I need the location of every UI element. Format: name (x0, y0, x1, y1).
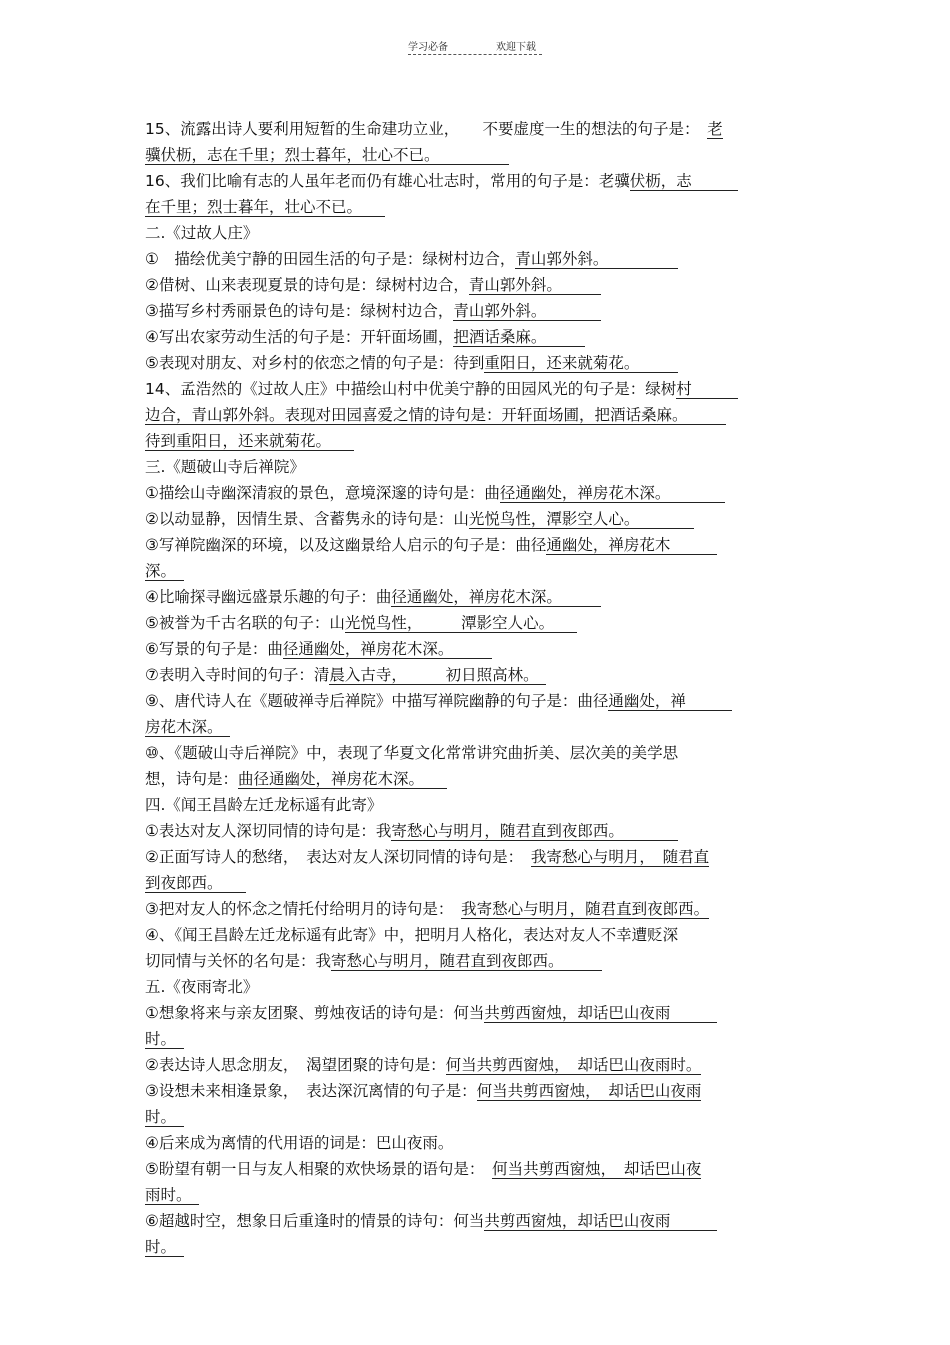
line-text: ③把对友人的怀念之情托付给明月的诗句是： (145, 900, 462, 918)
line-text: ①表达对友人深切同情的诗句是：我 (145, 822, 392, 840)
answer-underline-text: 待到重阳日，还来就菊花。 (145, 432, 355, 450)
text-line (145, 636, 810, 662)
text-line (145, 506, 810, 532)
answer-underline-text: 到夜郎西。 (145, 874, 246, 892)
line-text: ②借树、山来表现夏景的诗句是：绿树村边合， (145, 276, 469, 294)
text-line (145, 1130, 810, 1156)
page-header (408, 38, 542, 55)
text-line (145, 194, 810, 220)
answer-underline-text: 寄愁心与明月，随君直到夜郎西。 (391, 822, 679, 840)
text-line (145, 870, 810, 896)
line-text: ④比喻探寻幽远盛景乐趣的句子：曲 (145, 588, 392, 606)
text-line (145, 1078, 810, 1104)
text-line (145, 1104, 810, 1130)
line-text: ⑤被誉为千古名联的句子：山 (145, 614, 345, 632)
text-line (145, 662, 810, 688)
text-line (145, 948, 810, 974)
text-line (145, 532, 810, 558)
text-line (145, 740, 810, 766)
header-right-text: 欢迎下载 (496, 42, 536, 53)
answer-underline-text: 共剪西窗烛，却话巴山夜雨 (484, 1004, 717, 1022)
text-line (145, 116, 810, 142)
line-text: ②正面写诗人的愁绪， 表达对友人深切同情的诗句是： (145, 848, 531, 866)
line-text: ③描写乡村秀丽景色的诗句是：绿树村边合， (145, 302, 454, 320)
answer-underline-text: 曲径通幽处，禅房花木深。 (238, 770, 448, 788)
answer-underline-text: 伏枥，志 (629, 172, 739, 190)
text-line (145, 1234, 810, 1260)
answer-underline-text: 光悦鸟性， 潭影空人心。 (344, 614, 578, 632)
answer-underline-text: 青山郭外斜。 (453, 302, 601, 320)
line-text: ②以动显静，因情生景、含蓄隽永的诗句是：山 (145, 510, 469, 528)
answer-underline-text: 光悦鸟性，潭影空人心。 (468, 510, 694, 528)
text-line (145, 1052, 810, 1078)
answer-underline-text: 我寄愁心与明月， 随君直 (530, 848, 710, 866)
answer-underline-text: 我寄愁心与明月，随君直到夜郎西。 (461, 900, 710, 918)
line-text: 四.《闻王昌龄左迁龙标遥有此寄》 (145, 796, 383, 814)
text-line (145, 142, 810, 168)
text-line (145, 1208, 810, 1234)
text-line (145, 818, 810, 844)
text-line (145, 246, 810, 272)
text-line (145, 896, 810, 922)
answer-underline-text: 何当共剪西窗烛， 却话巴山夜 (492, 1160, 702, 1178)
answer-underline-text: 青山郭外斜。 (515, 250, 679, 268)
line-text: ⑩、《题破山寺后禅院》中，表现了华夏文化常常讲究曲折美、层次美的美学思 (145, 744, 679, 762)
line-text: ①描绘山寺幽深清寂的景色，意境深邃的诗句是：曲 (145, 484, 500, 502)
line-text: 二.《过故人庄》 (145, 224, 259, 242)
answer-underline-text: 径通幽处，禅房花木深。 (282, 640, 493, 658)
text-line (145, 402, 810, 428)
answer-underline-text: 雨时。 (145, 1186, 200, 1204)
answer-underline-text: 晨入古寺， 初日照高林。 (329, 666, 547, 684)
line-text: ①想象将来与亲友团聚、剪烛夜话的诗句是：何当 (145, 1004, 485, 1022)
line-text: ⑥超越时空，想象日后重逢时的情景的诗句：何当 (145, 1212, 485, 1230)
answer-underline-text: 何当共剪西窗烛， 却话巴山夜雨 (476, 1082, 702, 1100)
answer-underline-text: 重阳日，还来就菊花。 (484, 354, 679, 372)
text-line (145, 298, 810, 324)
answer-underline-text: 村 (676, 380, 739, 398)
header-left-text: 学习必备 (408, 42, 448, 53)
text-line (145, 220, 810, 246)
text-line (145, 324, 810, 350)
answer-underline-text: 共剪西窗烛，却话巴山夜雨 (484, 1212, 717, 1230)
answer-underline-text: 寄愁心与明月，随君直到夜郎西。 (331, 952, 603, 970)
answer-underline-text: 通幽处，禅房花木 (546, 536, 717, 554)
line-text: ③写禅院幽深的环境，以及这幽景给人启示的句子是：曲径 (145, 536, 547, 554)
text-line (145, 168, 810, 194)
answer-underline-text: 径通幽处，禅房花木深。 (391, 588, 601, 606)
text-line (145, 428, 810, 454)
line-text: ⑦表明入寺时间的句子：清 (145, 666, 330, 684)
line-text: ②表达诗人思念朋友， 渴望团聚的诗句是： (145, 1056, 446, 1074)
text-line (145, 714, 810, 740)
line-text: ① 描绘优美宁静的田园生活的句子是：绿树村边合， (145, 250, 516, 268)
text-line (145, 792, 810, 818)
line-text: 三.《题破山寺后禅院》 (145, 458, 305, 476)
text-line (145, 480, 810, 506)
line-text: 14、孟浩然的《过故人庄》中描绘山村中优美宁静的田园风光的句子是：绿树 (145, 380, 677, 398)
answer-underline-text: 径通幽处，禅房花木深。 (499, 484, 725, 502)
line-text: ③设想未来相逢景象， 表达深沉离情的句子是： (145, 1082, 477, 1100)
text-line (145, 610, 810, 636)
line-text: ④写出农家劳动生活的句子是：开轩面场圃， (145, 328, 454, 346)
text-line (145, 1182, 810, 1208)
answer-underline-text: 在千里；烈士暮年，壮心不已。 (145, 198, 386, 216)
line-text: ⑨、唐代诗人在《题破禅寺后禅院》中描写禅院幽静的句子是：曲径 (145, 692, 609, 710)
line-text: ⑥写景的句子是：曲 (145, 640, 283, 658)
text-line (145, 1026, 810, 1052)
text-line (145, 272, 810, 298)
text-line (145, 688, 810, 714)
line-text: ④、《闻王昌龄左迁龙标遥有此寄》中，把明月人格化，表达对友人不幸遭贬深 (145, 926, 679, 944)
text-line (145, 974, 810, 1000)
answer-underline-text: 边合，青山郭外斜。表现对田园喜爱之情的诗句是：开轩面场圃，把酒话桑麻。 (145, 406, 727, 424)
answer-underline-text: 老 (707, 120, 723, 138)
text-line (145, 558, 810, 584)
text-line (145, 766, 810, 792)
document-body (145, 116, 810, 1260)
answer-underline-text: 房花木深。 (145, 718, 231, 736)
answer-underline-text: 骥伏枥，志在千里；烈士暮年，壮心不已。 (145, 146, 510, 164)
line-text: ⑤表现对朋友、对乡村的依恋之情的句子是：待到 (145, 354, 485, 372)
answer-underline-text: 时。 (145, 1030, 184, 1048)
text-line (145, 350, 810, 376)
answer-underline-text: 时。 (145, 1238, 184, 1256)
answer-underline-text: 把酒话桑麻。 (453, 328, 586, 346)
answer-underline-text: 时。 (145, 1108, 184, 1126)
line-text: ⑤盼望有朝一日与友人相聚的欢快场景的语句是： (145, 1160, 493, 1178)
line-text: 16、我们比喻有志的人虽年老而仍有雄心壮志时，常用的句子是：老骥 (145, 172, 630, 190)
answer-underline-text: 何当共剪西窗烛， 却话巴山夜雨时。 (445, 1056, 702, 1074)
answer-underline-text: 青山郭外斜。 (468, 276, 601, 294)
text-line (145, 584, 810, 610)
line-text: 想，诗句是： (145, 770, 239, 788)
answer-underline-text: 通幽处，禅 (608, 692, 733, 710)
text-line (145, 376, 810, 402)
text-line (145, 922, 810, 948)
text-line (145, 1156, 810, 1182)
line-text: 五.《夜雨寄北》 (145, 978, 259, 996)
text-line (145, 844, 810, 870)
text-line (145, 454, 810, 480)
answer-underline-text: 深。 (145, 562, 184, 580)
text-line (145, 1000, 810, 1026)
line-text: 切同情与关怀的名句是：我 (145, 952, 332, 970)
line-text: ④后来成为离情的代用语的词是：巴山夜雨。 (145, 1134, 454, 1152)
line-text: 15、流露出诗人要利用短暂的生命建功立业， 不要虚度一生的想法的句子是： (145, 120, 708, 138)
